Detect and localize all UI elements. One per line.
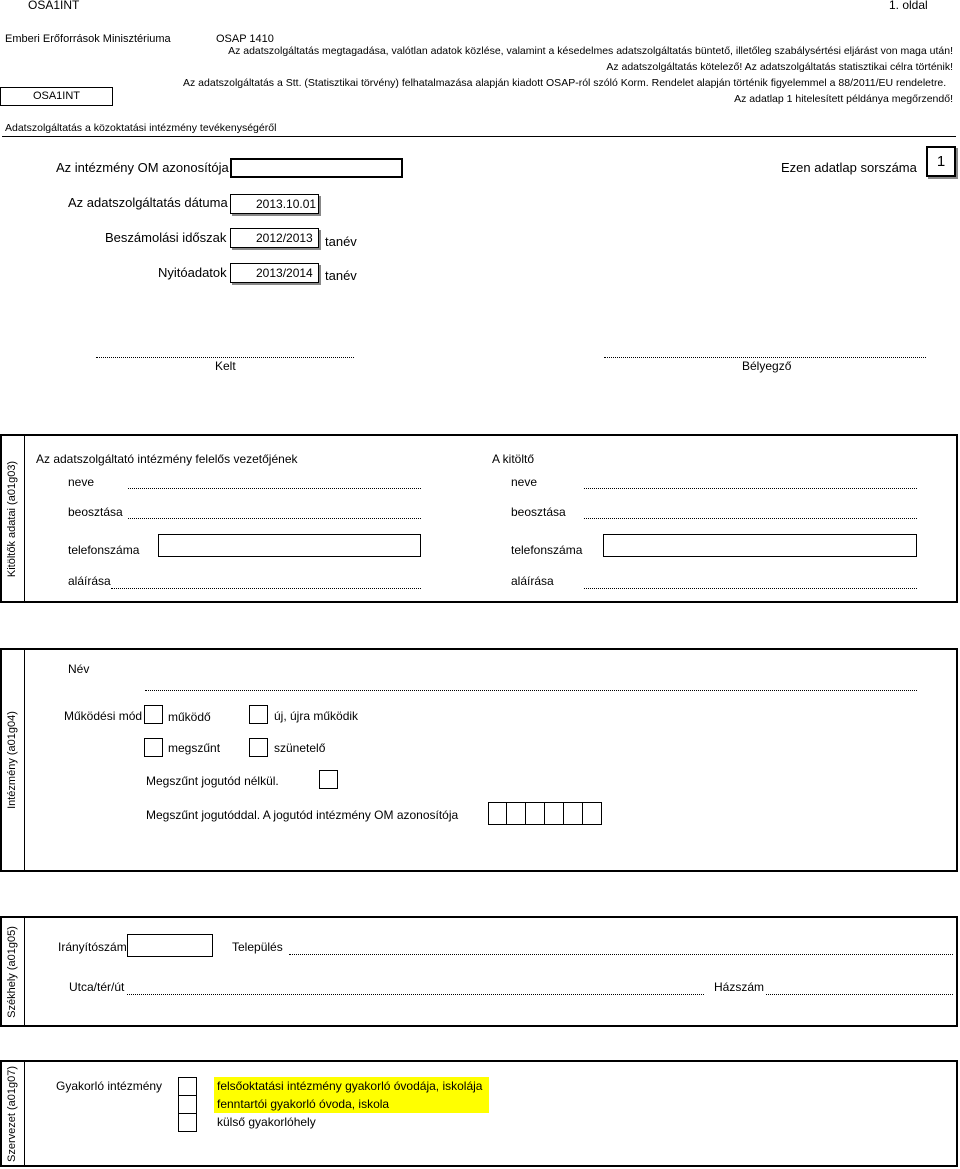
legal-notice-2: Az adatszolgáltatás kötelező! Az adatszolgáltatás statisztikai célra történik! — [606, 61, 953, 73]
practice-opt2-checkbox[interactable] — [178, 1095, 197, 1114]
ceased-checkbox[interactable] — [144, 738, 163, 757]
ministry-name: Emberi Erőforrások Minisztériuma — [5, 33, 171, 45]
house-number-field[interactable] — [766, 994, 953, 995]
practice-opt1-checkbox[interactable] — [178, 1077, 197, 1096]
city-field[interactable] — [289, 954, 953, 955]
opening-unit: tanév — [325, 268, 357, 283]
leader-name-field[interactable] — [128, 488, 421, 489]
street-field[interactable] — [127, 994, 704, 995]
institution-name-label: Név — [68, 662, 90, 676]
operation-mode-label: Működési mód — [64, 709, 143, 723]
form-code-box: OSA1INT — [0, 87, 113, 106]
leader-position-label: beosztása — [68, 505, 123, 519]
practice-opt2-label: fenntartói gyakorló óvoda, iskola — [214, 1095, 489, 1113]
filler-phone-input[interactable] — [603, 534, 917, 557]
leader-position-field[interactable] — [128, 518, 421, 519]
street-label: Utca/tér/út — [69, 980, 125, 994]
institution-name-field[interactable] — [145, 690, 917, 691]
ceased-no-successor-checkbox[interactable] — [319, 770, 338, 789]
paused-label: szünetelő — [274, 741, 326, 755]
new-checkbox[interactable] — [249, 705, 268, 724]
title-divider — [2, 136, 956, 137]
org-side-label: Szervezet (a01g07) — [6, 1065, 18, 1162]
om-label: Az intézmény OM azonosítója — [56, 160, 229, 175]
filler-position-field[interactable] — [584, 518, 917, 519]
zip-input[interactable] — [127, 934, 213, 957]
successor-om-id-input[interactable] — [488, 802, 602, 825]
stamp-label: Bélyegző — [742, 359, 792, 373]
period-label: Beszámolási időszak — [105, 230, 227, 245]
ceased-no-successor-label: Megszűnt jogutód nélkül. — [146, 774, 279, 788]
practice-opt3-checkbox[interactable] — [178, 1113, 197, 1132]
date-field[interactable]: 2013.10.01 — [230, 194, 319, 214]
kelt-line[interactable] — [96, 357, 354, 358]
paused-checkbox[interactable] — [249, 738, 268, 757]
filler-signature-field[interactable] — [584, 588, 917, 589]
filler-phone-label: telefonszáma — [511, 543, 583, 557]
legal-notice-3: Az adatszolgáltatás a Stt. (Statisztikai törvény) felhatalmazása alapján kiadott OSAP-ról szóló Korm. Rendelet alapján történik figyelemmel a 88/2011/EU rendeletre. — [183, 77, 947, 89]
leader-signature-field[interactable] — [111, 588, 421, 589]
stamp-line[interactable] — [604, 357, 926, 358]
institution-side-label: Intézmény (a01g04) — [6, 711, 18, 809]
om-id-input[interactable] — [230, 158, 403, 178]
fillers-side-label: Kitöltők adatai (a01g03) — [6, 460, 18, 577]
osap-number: OSAP 1410 — [216, 33, 274, 45]
zip-label: Irányítószám — [58, 940, 127, 954]
filler-signature-label: aláírása — [511, 574, 554, 588]
new-label: új, újra működik — [274, 709, 359, 723]
leader-phone-label: telefonszáma — [68, 543, 140, 557]
filler-name-label: neve — [511, 475, 538, 489]
sheet-number-box: 1 — [926, 146, 956, 177]
working-label: működő — [168, 710, 211, 724]
filler-position-label: beosztása — [511, 505, 566, 519]
city-label: Település — [232, 940, 283, 954]
opening-field[interactable]: 2013/2014 — [230, 263, 319, 283]
practice-opt1-label: felsőoktatási intézmény gyakorló óvodája, iskolája — [214, 1077, 489, 1095]
leader-name-label: neve — [68, 475, 95, 489]
legal-notice-4: Az adatlap 1 hitelesített példánya megőrzendő! — [734, 93, 953, 105]
leader-title: Az adatszolgáltató intézmény felelős vezetőjének — [36, 452, 298, 466]
house-number-label: Házszám — [714, 980, 765, 994]
practice-institution-label: Gyakorló intézmény — [56, 1079, 163, 1093]
kelt-label: Kelt — [215, 359, 236, 373]
form-title: Adatszolgáltatás a közoktatási intézmény tevékenységéről — [5, 122, 277, 134]
period-field[interactable]: 2012/2013 — [230, 228, 319, 248]
leader-phone-input[interactable] — [158, 534, 421, 557]
ceased-with-successor-label: Megszűnt jogutóddal. A jogutód intézmény OM azonosítója — [146, 808, 459, 822]
filler-title: A kitöltő — [492, 452, 535, 466]
seat-side-label: Székhely (a01g05) — [6, 925, 19, 1018]
date-label: Az adatszolgáltatás dátuma — [68, 195, 228, 210]
legal-notice-1: Az adatszolgáltatás megtagadása, valótlan adatok közlése, valamint a késedelmes adatszolgáltatás büntető, illetőleg szabálysértési eljárást von maga után! — [228, 45, 953, 57]
form-code-top: OSA1INT — [28, 0, 80, 12]
leader-signature-label: aláírása — [68, 574, 111, 588]
working-checkbox[interactable] — [144, 705, 163, 724]
opening-label: Nyitóadatok — [158, 265, 227, 280]
period-unit: tanév — [325, 234, 357, 249]
institution-section — [0, 648, 958, 872]
sheet-number-label: Ezen adatlap sorszáma — [781, 160, 917, 175]
ceased-label: megszűnt — [168, 741, 221, 755]
practice-opt3-label: külső gyakorlóhely — [217, 1115, 316, 1129]
seat-section — [0, 916, 958, 1027]
page-number: 1. oldal — [889, 0, 928, 12]
filler-name-field[interactable] — [584, 488, 917, 489]
